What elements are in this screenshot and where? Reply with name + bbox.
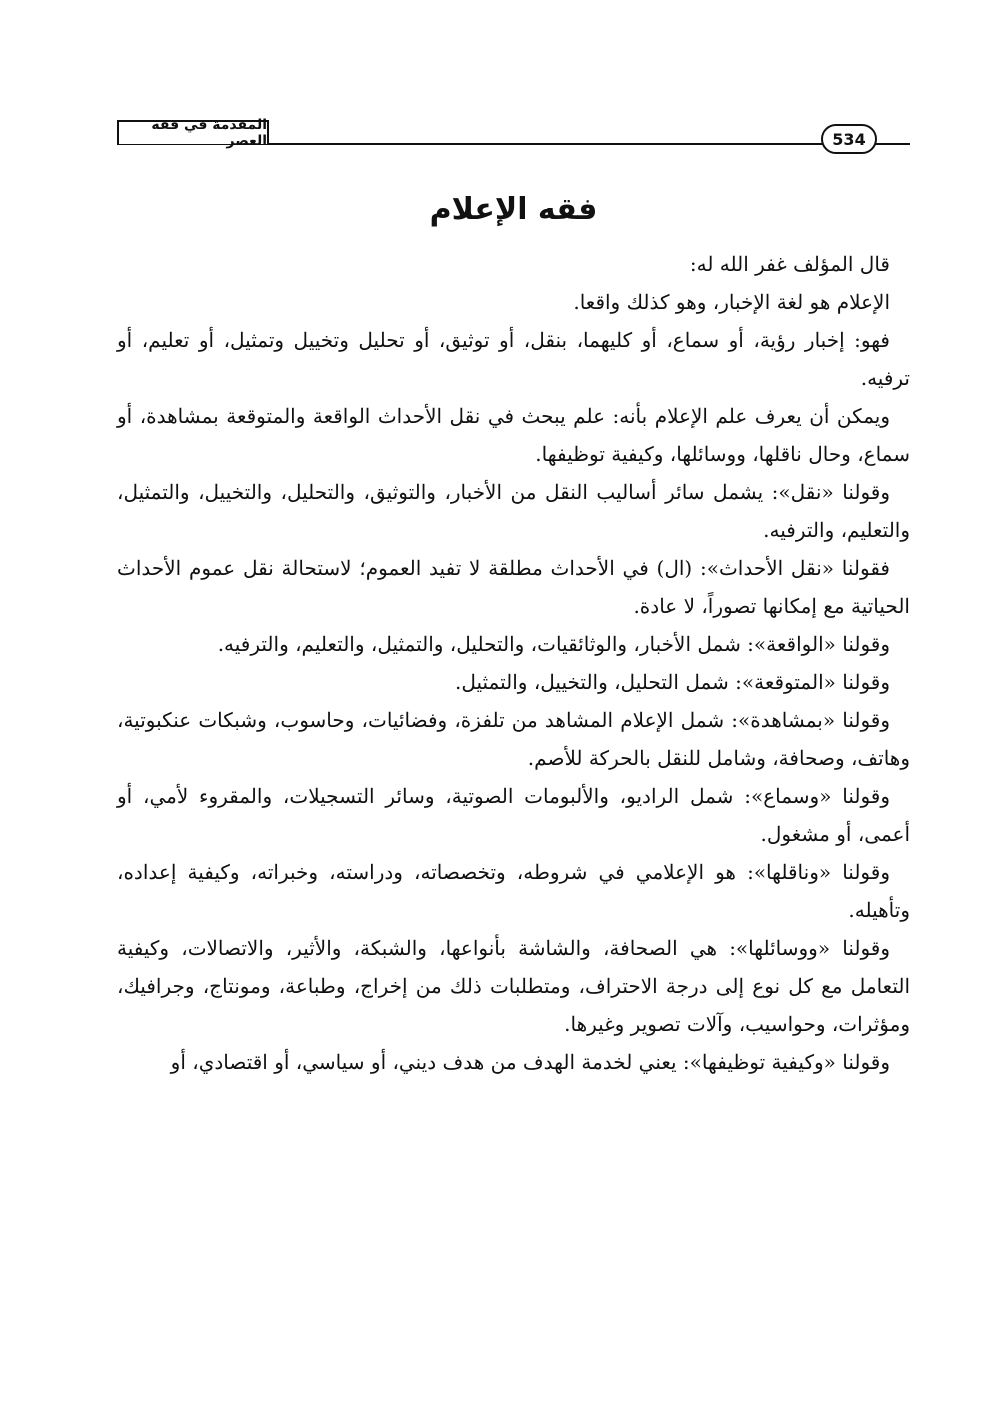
paragraph: وقولنا «وكيفية توظيفها»: يعني لخدمة الهدف من هدف ديني، أو سياسي، أو اقتصادي، أو bbox=[170, 1050, 890, 1074]
body-text bbox=[117, 245, 910, 1081]
page-title: فقه الإعلام bbox=[429, 192, 598, 227]
paragraph: ويمكن أن يعرف علم الإعلام بأنه: علم يبحث في نقل الأحداث الواقعة والمتوقعة بمشاهدة، أو سماع، وحال ناقلها، ووسائلها، وكيفية توظيفها. bbox=[117, 404, 910, 466]
page-number: 534 bbox=[821, 124, 877, 154]
paragraph: فهو: إخبار رؤية، أو سماع، أو كليهما، بنقل، أو توثيق، أو تحليل وتخييل وتمثيل، أو تعليم، أو ترفيه. bbox=[117, 328, 910, 390]
paragraph: الإعلام هو لغة الإخبار، وهو كذلك واقعا. bbox=[573, 290, 890, 314]
paragraph: فقولنا «نقل الأحداث»: (ال) في الأحداث مطلقة لا تفيد العموم؛ لاستحالة نقل عموم الأحداث الحياتية مع إمكانها تصوراً، لا عادة. bbox=[117, 556, 910, 618]
paragraph: وقولنا «ووسائلها»: هي الصحافة، والشاشة بأنواعها، والشبكة، والأثير، والاتصالات، وكيفية التعامل مع كل نوع إلى درجة الاحتراف، ومتطلبات ذلك من إخراج، وطباعة، ومونتاج، وجرافيك، ومؤثرات، وحواسيب، وآلات تصوير وغيرها. bbox=[117, 936, 910, 1036]
paragraph: وقولنا «نقل»: يشمل سائر أساليب النقل من الأخبار، والتوثيق، والتحليل، والتخييل، والتمثيل، والتعليم، والترفيه. bbox=[117, 480, 910, 542]
paragraph: وقولنا «وناقلها»: هو الإعلامي في شروطه، وتخصصاته، ودراسته، وخبراته، وكيفية إعداده، وتأهيله. bbox=[117, 860, 910, 922]
paragraph: وقولنا «وسماع»: شمل الراديو، والألبومات الصوتية، وسائر التسجيلات، والمقروء لأمي، أو أعمى، أو مشغول. bbox=[117, 784, 910, 846]
running-header-title: المقدمة في فقه العصر bbox=[117, 120, 269, 144]
paragraph: وقولنا «الواقعة»: شمل الأخبار، والوثائقيات، والتحليل، والتمثيل، والتعليم، والترفيه. bbox=[217, 632, 890, 656]
paragraph: وقولنا «المتوقعة»: شمل التحليل، والتخييل، والتمثيل. bbox=[454, 670, 890, 694]
paragraph: قال المؤلف غفر الله له: bbox=[689, 252, 890, 276]
paragraph: وقولنا «بمشاهدة»: شمل الإعلام المشاهد من تلفزة، وفضائيات، وحاسوب، وشبكات عنكبوتية، وهاتف، وصحافة، وشامل للنقل بالحركة للأصم. bbox=[117, 708, 910, 770]
